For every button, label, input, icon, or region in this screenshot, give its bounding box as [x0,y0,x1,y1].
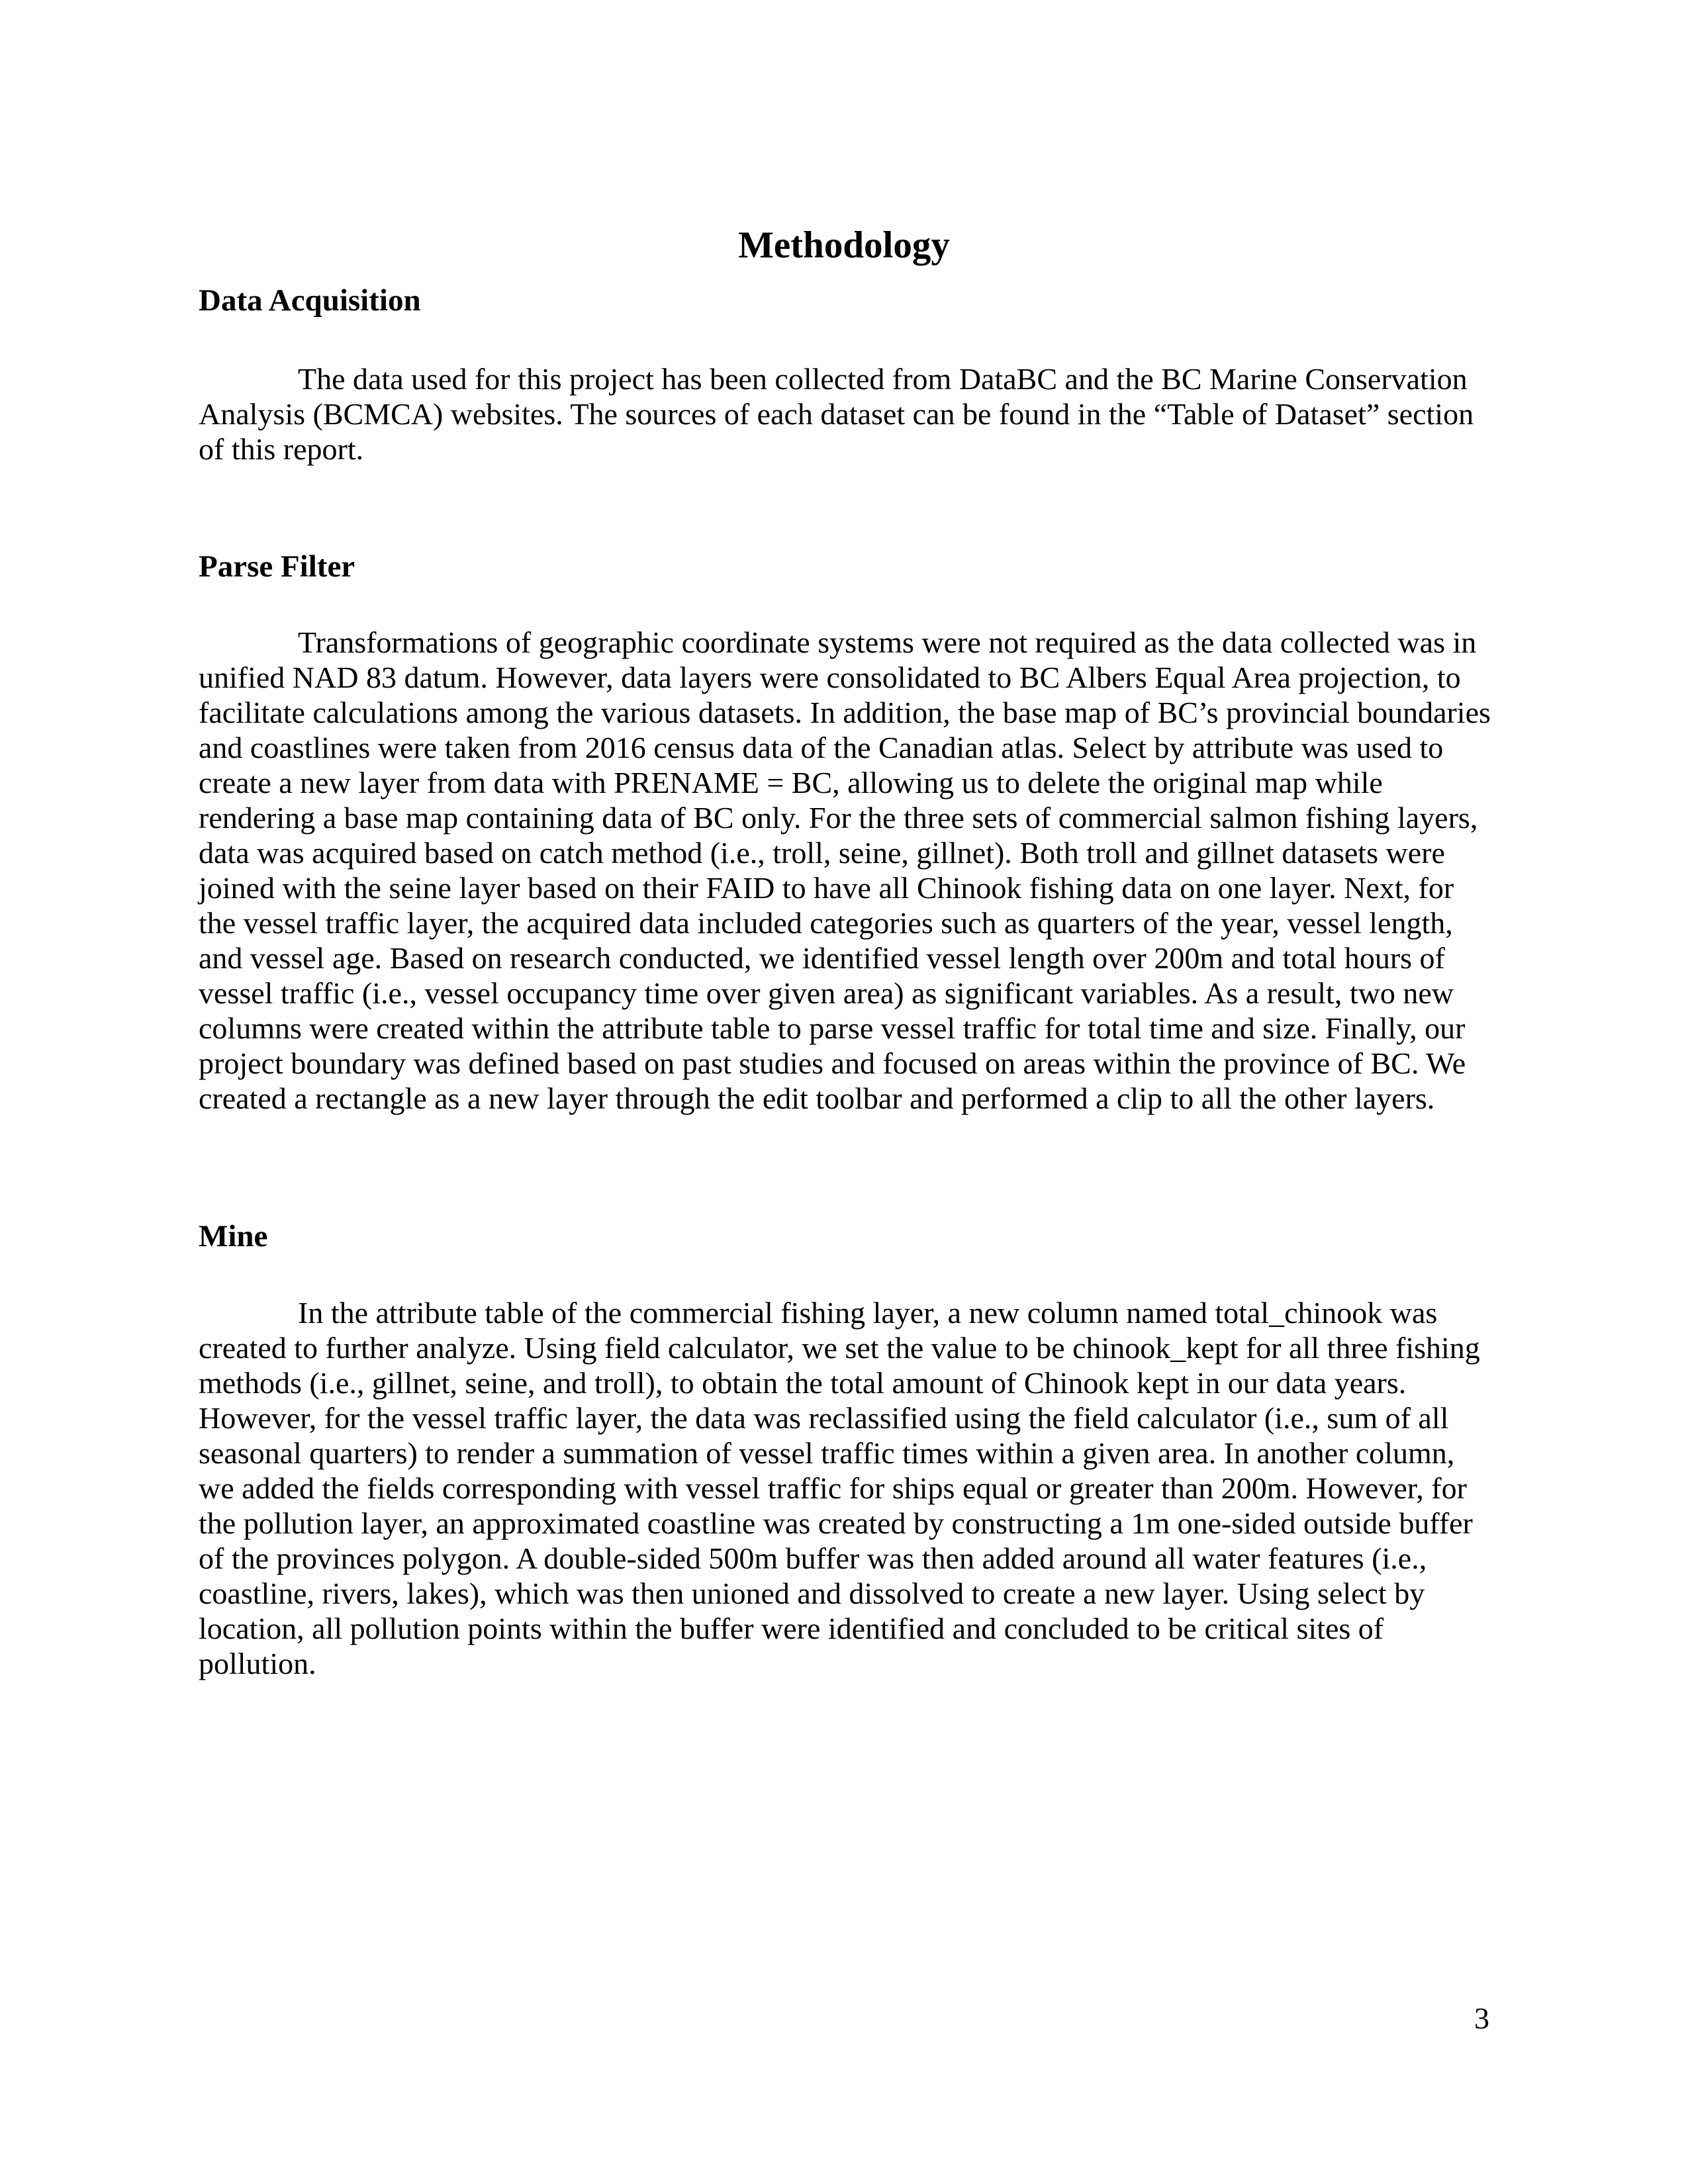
text-line: unified NAD 83 datum. However, data layers were consolidated to BC Albers Equal Area projection, to [199,660,1461,694]
text-line: create a new layer from data with PRENAME = BC, allowing us to delete the original map while [199,766,1383,799]
text-line: and coastlines were taken from 2016 census data of the Canadian atlas. Select by attribute was used to [199,731,1444,764]
text-line: data was acquired based on catch method (i.e., troll, seine, gillnet). Both troll and gillnet datasets were [199,836,1445,870]
text-line: In the attribute table of the commercial fishing layer, a new column named total_chinook was [298,1296,1438,1330]
text-line: methods (i.e., gillnet, seine, and troll), to obtain the total amount of Chinook kept in our data years. [199,1366,1407,1400]
text-line: the vessel traffic layer, the acquired data included categories such as quarters of the year, vessel length, [199,906,1453,940]
paragraph-parse-filter [199,625,1489,1116]
text-line: vessel traffic (i.e., vessel occupancy time over given area) as significant variables. As a result, two new [199,976,1454,1010]
page-number: 3 [1474,2001,1489,2035]
text-line: However, for the vessel traffic layer, the data was reclassified using the field calculator (i.e., sum of all [199,1401,1449,1435]
text-line: coastline, rivers, lakes), which was then unioned and dissolved to create a new layer. Using select by [199,1576,1425,1610]
text-line: rendering a base map containing data of BC only. For the three sets of commercial salmon fishing layers, [199,801,1478,835]
text-line: pollution. [199,1647,316,1680]
paragraph-data-acquisition [199,361,1489,467]
text-line: created a rectangle as a new layer through the edit toolbar and performed a clip to all the other layers. [199,1081,1435,1115]
text-line: of the provinces polygon. A double-sided 500m buffer was then added around all water features (i.e., [199,1541,1427,1575]
text-line: of this report. [199,432,364,466]
text-line: Transformations of geographic coordinate systems were not required as the data collected was in [298,625,1477,659]
text-line: facilitate calculations among the various datasets. In addition, the base map of BC’s provincial boundaries [199,696,1491,729]
text-line: the pollution layer, an approximated coastline was created by constructing a 1m one-sided outside buffer [199,1506,1473,1540]
section-heading-data-acquisition: Data Acquisition [199,283,421,318]
text-line: The data used for this project has been collected from DataBC and the BC Marine Conservation [298,362,1468,396]
text-line: created to further analyze. Using field calculator, we set the value to be chinook_kept for all three fishing [199,1331,1480,1365]
text-line: seasonal quarters) to render a summation of vessel traffic times within a given area. In another column, [199,1436,1455,1470]
text-line: location, all pollution points within the buffer were identified and concluded to be critical sites of [199,1612,1384,1645]
text-line: joined with the seine layer based on their FAID to have all Chinook fishing data on one layer. Next, for [199,871,1454,905]
paragraph-mine [199,1295,1489,1681]
section-heading-mine: Mine [199,1219,268,1253]
text-line: and vessel age. Based on research conducted, we identified vessel length over 200m and total hours of [199,941,1445,975]
text-line: columns were created within the attribute table to parse vessel traffic for total time and size. Finally, our [199,1011,1466,1045]
text-line: project boundary was defined based on past studies and focused on areas within the province of BC. We [199,1046,1466,1080]
section-heading-parse-filter: Parse Filter [199,549,355,584]
page-title: Methodology [738,224,950,267]
text-line: we added the fields corresponding with vessel traffic for ships equal or greater than 200m. However, for [199,1471,1467,1505]
text-line: Analysis (BCMCA) websites. The sources of each dataset can be found in the “Table of Dataset” section [199,397,1474,431]
